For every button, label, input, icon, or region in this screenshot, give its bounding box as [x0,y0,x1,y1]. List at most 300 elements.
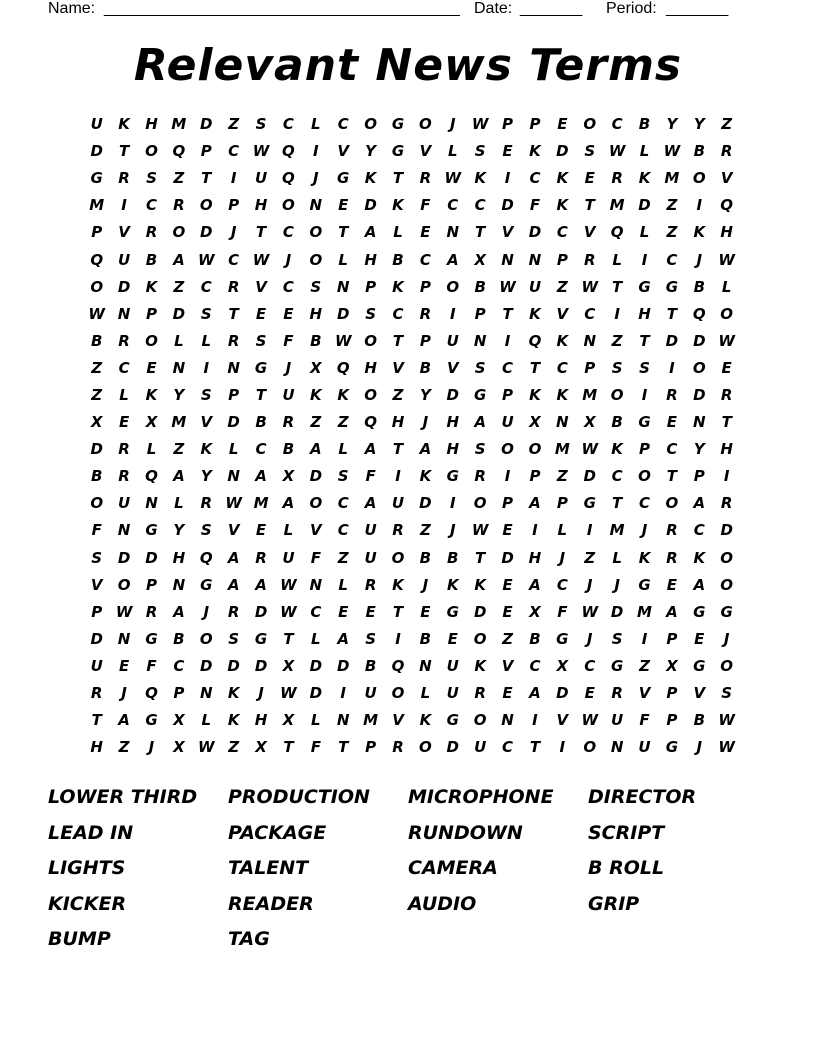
grid-letter[interactable]: Q [528,331,542,350]
grid-letter[interactable]: I [532,711,538,730]
grid-letter[interactable]: V [419,142,432,161]
grid-letter[interactable]: P [173,684,185,703]
grid-letter[interactable]: L [146,440,157,459]
grid-letter[interactable]: G [720,602,733,621]
grid-letter[interactable]: G [665,277,679,296]
grid-letter[interactable]: C [118,358,130,377]
grid-letter[interactable]: Y [666,115,678,134]
grid-letter[interactable]: R [282,413,295,432]
grid-letter[interactable]: R [666,385,678,404]
grid-letter[interactable]: R [227,277,240,296]
grid-letter[interactable]: E [283,304,294,323]
grid-letter[interactable]: O [391,684,405,703]
grid-letter[interactable]: N [528,250,542,269]
grid-letter[interactable]: O [309,250,323,269]
grid-letter[interactable]: T [721,413,732,432]
grid-letter[interactable]: C [611,115,623,134]
grid-letter[interactable]: H [309,304,323,323]
grid-letter[interactable]: G [145,521,158,540]
grid-letter[interactable]: V [556,304,569,323]
grid-letter[interactable]: C [556,223,568,242]
grid-letter[interactable]: D [309,684,323,703]
grid-letter[interactable]: O [199,196,213,215]
grid-letter[interactable]: M [637,602,652,621]
grid-letter[interactable]: S [639,358,650,377]
grid-letter[interactable]: A [529,575,541,594]
grid-letter[interactable]: X [90,413,103,432]
grid-letter[interactable]: N [419,656,432,675]
grid-letter[interactable]: T [338,738,349,757]
grid-letter[interactable]: O [720,656,734,675]
grid-letter[interactable]: O [364,331,377,350]
grid-letter[interactable]: T [475,223,486,242]
grid-letter[interactable]: D [254,656,268,675]
grid-letter[interactable]: O [501,440,514,459]
grid-letter[interactable]: C [584,304,596,323]
grid-letter[interactable]: O [665,494,679,513]
grid-letter[interactable]: K [227,711,240,730]
grid-letter[interactable]: N [336,711,350,730]
grid-letter[interactable]: J [230,223,237,242]
grid-letter[interactable]: O [720,575,734,594]
grid-letter[interactable]: O [391,548,405,567]
grid-letter[interactable]: U [282,548,295,567]
grid-letter[interactable]: K [145,385,158,404]
grid-letter[interactable]: K [529,142,541,161]
grid-letter[interactable]: X [173,711,185,730]
grid-letter[interactable]: Z [228,115,240,134]
grid-letter[interactable]: Z [666,196,678,215]
grid-letter[interactable]: S [146,169,157,188]
grid-letter[interactable]: G [638,277,651,296]
grid-letter[interactable]: N [309,575,323,594]
grid-letter[interactable]: R [611,684,623,703]
grid-letter[interactable]: I [504,169,511,188]
grid-letter[interactable]: V [227,521,240,540]
grid-letter[interactable]: Q [391,656,405,675]
grid-letter[interactable]: T [228,304,239,323]
grid-letter[interactable]: O [145,331,158,350]
grid-letter[interactable]: C [556,358,568,377]
grid-letter[interactable]: I [504,331,511,350]
grid-letter[interactable]: N [199,684,213,703]
grid-letter[interactable]: Q [692,304,706,323]
grid-letter[interactable]: N [117,304,131,323]
grid-letter[interactable]: W [225,494,242,513]
grid-letter[interactable]: T [392,331,404,350]
grid-letter[interactable]: D [446,738,459,757]
grid-letter[interactable]: K [638,169,651,188]
grid-letter[interactable]: G [391,142,405,161]
grid-letter[interactable]: C [529,656,541,675]
grid-letter[interactable]: I [532,521,538,540]
grid-letter[interactable]: W [197,250,215,269]
grid-letter[interactable]: V [720,169,733,188]
grid-letter[interactable]: K [556,385,569,404]
grid-letter[interactable]: P [502,494,514,513]
grid-letter[interactable]: I [641,250,648,269]
grid-letter[interactable]: U [446,656,459,675]
grid-letter[interactable]: W [471,521,489,540]
grid-letter[interactable]: R [720,385,733,404]
grid-letter[interactable]: G [254,358,268,377]
grid-letter[interactable]: V [638,684,651,703]
grid-letter[interactable]: R [364,575,377,594]
grid-letter[interactable]: U [446,331,459,350]
grid-letter[interactable]: P [693,467,705,486]
grid-letter[interactable]: I [449,304,456,323]
grid-letter[interactable]: J [586,575,593,594]
grid-letter[interactable]: E [118,413,130,432]
grid-letter[interactable]: Z [556,467,568,486]
grid-letter[interactable]: S [474,358,486,377]
grid-letter[interactable]: F [529,196,541,215]
grid-letter[interactable]: N [473,331,487,350]
grid-letter[interactable]: J [285,250,292,269]
grid-letter[interactable]: P [474,304,486,323]
grid-letter[interactable]: W [581,277,598,296]
grid-letter[interactable]: C [502,738,514,757]
grid-letter[interactable]: E [666,413,678,432]
grid-letter[interactable]: D [528,223,542,242]
grid-letter[interactable]: C [310,602,322,621]
grid-letter[interactable]: N [556,413,569,432]
grid-letter[interactable]: L [338,575,348,594]
grid-letter[interactable]: X [583,413,596,432]
grid-letter[interactable]: P [502,115,514,134]
grid-letter[interactable]: W [115,602,133,621]
grid-letter[interactable]: A [529,684,541,703]
grid-letter[interactable]: U [364,521,377,540]
grid-letter[interactable]: G [583,494,596,513]
grid-letter[interactable]: A [529,494,541,513]
grid-letter[interactable]: N [583,331,596,350]
grid-letter[interactable]: O [117,575,131,594]
grid-letter[interactable]: J [422,575,429,594]
grid-letter[interactable]: K [227,684,240,703]
grid-letter[interactable]: W [471,115,489,134]
grid-letter[interactable]: P [228,196,240,215]
grid-letter[interactable]: P [502,385,514,404]
grid-letter[interactable]: E [146,358,157,377]
grid-letter[interactable]: D [638,196,651,215]
grid-letter[interactable]: A [693,575,706,594]
grid-letter[interactable]: Y [419,385,431,404]
grid-letter[interactable]: E [502,602,513,621]
grid-letter[interactable]: T [612,277,623,296]
grid-letter[interactable]: W [663,142,681,161]
grid-letter[interactable]: C [392,304,404,323]
grid-letter[interactable]: C [337,494,349,513]
grid-letter[interactable]: D [145,548,158,567]
grid-letter[interactable]: L [420,684,431,703]
grid-letter[interactable]: B [447,548,459,567]
grid-letter[interactable]: R [419,304,432,323]
grid-letter[interactable]: O [610,385,624,404]
grid-letter[interactable]: U [391,494,405,513]
grid-letter[interactable]: V [118,223,130,242]
grid-letter[interactable]: O [473,629,487,648]
grid-letter[interactable]: A [118,711,130,730]
grid-letter[interactable]: V [446,358,459,377]
grid-letter[interactable]: P [529,115,541,134]
grid-letter[interactable]: V [501,223,514,242]
grid-letter[interactable]: Y [693,115,705,134]
grid-letter[interactable]: C [529,169,541,188]
grid-letter[interactable]: D [90,629,103,648]
grid-letter[interactable]: Z [556,277,568,296]
grid-letter[interactable]: E [557,115,568,134]
grid-letter[interactable]: H [145,115,158,134]
grid-letter[interactable]: N [309,196,323,215]
grid-letter[interactable]: E [502,521,513,540]
grid-letter[interactable]: C [282,115,294,134]
grid-letter[interactable]: T [392,169,404,188]
grid-letter[interactable]: R [474,684,486,703]
grid-letter[interactable]: A [173,250,185,269]
grid-letter[interactable]: R [474,467,486,486]
grid-letter[interactable]: D [90,142,103,161]
grid-letter[interactable]: P [666,711,678,730]
grid-letter[interactable]: E [721,358,732,377]
grid-letter[interactable]: P [556,494,568,513]
grid-letter[interactable]: N [501,711,514,730]
grid-letter[interactable]: T [475,548,486,567]
grid-letter[interactable]: B [474,277,486,296]
grid-letter[interactable]: V [693,684,706,703]
grid-letter[interactable]: L [119,385,129,404]
grid-letter[interactable]: A [364,223,377,242]
grid-letter[interactable]: X [474,250,486,269]
grid-letter[interactable]: I [559,738,566,757]
grid-letter[interactable]: D [610,602,624,621]
grid-letter[interactable]: G [145,711,158,730]
grid-letter[interactable]: H [254,711,268,730]
grid-letter[interactable]: U [90,115,103,134]
grid-letter[interactable]: C [666,440,678,459]
grid-letter[interactable]: A [419,440,432,459]
grid-letter[interactable]: J [641,521,648,540]
grid-letter[interactable]: A [446,250,459,269]
grid-letter[interactable]: J [586,629,593,648]
grid-letter[interactable]: B [419,548,432,567]
grid-letter[interactable]: P [666,629,678,648]
grid-letter[interactable]: S [255,331,267,350]
grid-letter[interactable]: G [638,575,651,594]
grid-letter[interactable]: O [282,196,295,215]
grid-letter[interactable]: C [255,440,267,459]
grid-letter[interactable]: X [529,413,541,432]
grid-letter[interactable]: M [171,413,187,432]
grid-letter[interactable]: C [502,358,514,377]
grid-letter[interactable]: J [614,575,620,594]
grid-letter[interactable]: Q [364,413,377,432]
grid-letter[interactable]: Z [337,413,349,432]
grid-letter[interactable]: K [392,575,404,594]
grid-letter[interactable]: L [311,115,321,134]
grid-letter[interactable]: U [90,656,103,675]
grid-letter[interactable]: S [228,629,240,648]
grid-letter[interactable]: U [254,169,268,188]
grid-letter[interactable]: Y [693,440,705,459]
grid-letter[interactable]: A [173,467,185,486]
grid-letter[interactable]: G [693,602,706,621]
grid-letter[interactable]: V [392,711,404,730]
grid-letter[interactable]: K [638,548,651,567]
grid-letter[interactable]: M [582,385,598,404]
grid-letter[interactable]: S [200,521,212,540]
grid-letter[interactable]: D [364,196,377,215]
grid-letter[interactable]: K [474,169,486,188]
grid-letter[interactable]: S [611,358,623,377]
grid-letter[interactable]: U [638,738,651,757]
grid-letter[interactable]: C [228,250,240,269]
grid-letter[interactable]: T [584,196,595,215]
grid-letter[interactable]: R [118,467,130,486]
grid-letter[interactable]: E [420,602,431,621]
grid-letter[interactable]: I [504,467,511,486]
grid-letter[interactable]: N [336,277,350,296]
grid-letter[interactable]: U [117,250,131,269]
grid-letter[interactable]: G [610,656,624,675]
grid-letter[interactable]: R [419,169,432,188]
grid-letter[interactable]: C [447,196,459,215]
grid-letter[interactable]: R [118,440,130,459]
grid-letter[interactable]: P [556,250,568,269]
grid-letter[interactable]: B [693,711,705,730]
grid-letter[interactable]: K [419,467,432,486]
grid-letter[interactable]: S [200,304,212,323]
grid-letter[interactable]: H [638,304,651,323]
grid-letter[interactable]: U [611,711,624,730]
grid-letter[interactable]: C [145,196,157,215]
grid-letter[interactable]: O [90,277,104,296]
grid-letter[interactable]: E [255,521,267,540]
grid-letter[interactable]: O [309,223,323,242]
grid-letter[interactable]: D [665,331,679,350]
grid-letter[interactable]: I [669,358,675,377]
grid-letter[interactable]: C [173,656,185,675]
grid-letter[interactable]: L [228,440,239,459]
grid-letter[interactable]: V [337,142,350,161]
grid-letter[interactable]: T [338,223,349,242]
grid-letter[interactable]: C [419,250,431,269]
grid-letter[interactable]: K [200,440,213,459]
grid-letter[interactable]: O [364,115,377,134]
grid-letter[interactable]: K [145,277,158,296]
grid-letter[interactable]: S [721,684,733,703]
grid-letter[interactable]: F [91,521,102,540]
grid-letter[interactable]: J [559,548,566,567]
grid-letter[interactable]: P [419,277,431,296]
grid-letter[interactable]: H [446,413,460,432]
grid-letter[interactable]: V [583,223,596,242]
grid-letter[interactable]: W [334,331,352,350]
grid-letter[interactable]: P [584,358,596,377]
grid-letter[interactable]: R [227,602,240,621]
grid-letter[interactable]: Y [173,385,185,404]
grid-letter[interactable]: W [718,738,735,757]
grid-letter[interactable]: R [90,684,103,703]
grid-letter[interactable]: W [581,440,598,459]
grid-letter[interactable]: D [227,656,240,675]
grid-letter[interactable]: O [199,629,213,648]
grid-letter[interactable]: P [666,684,678,703]
grid-letter[interactable]: Q [145,684,158,703]
grid-letter[interactable]: N [446,223,460,242]
grid-letter[interactable]: T [612,494,623,513]
grid-letter[interactable]: B [255,413,267,432]
grid-letter[interactable]: S [365,629,376,648]
grid-letter[interactable]: H [90,738,103,757]
grid-letter[interactable]: D [200,656,213,675]
grid-letter[interactable]: W [88,304,105,323]
grid-letter[interactable]: I [203,358,210,377]
grid-letter[interactable]: D [556,684,569,703]
grid-letter[interactable]: K [474,656,486,675]
grid-letter[interactable]: G [254,629,268,648]
grid-letter[interactable]: K [474,575,486,594]
grid-letter[interactable]: L [612,548,622,567]
grid-letter[interactable]: W [444,169,462,188]
grid-letter[interactable]: J [203,602,210,621]
grid-letter[interactable]: E [502,142,513,161]
grid-letter[interactable]: C [611,467,623,486]
grid-letter[interactable]: N [145,494,158,513]
grid-letter[interactable]: M [89,196,105,215]
grid-letter[interactable]: E [447,629,458,648]
grid-letter[interactable]: X [255,738,267,757]
grid-letter[interactable]: D [693,385,706,404]
grid-letter[interactable]: T [118,142,130,161]
grid-letter[interactable]: R [666,548,678,567]
grid-letter[interactable]: D [254,602,268,621]
grid-letter[interactable]: Z [584,548,596,567]
grid-letter[interactable]: I [121,196,127,215]
grid-letter[interactable]: B [419,358,432,377]
grid-letter[interactable]: G [200,575,213,594]
grid-letter[interactable]: C [282,223,294,242]
grid-letter[interactable]: G [337,169,350,188]
grid-letter[interactable]: C [282,277,294,296]
grid-letter[interactable]: A [227,548,240,567]
grid-letter[interactable]: B [282,440,295,459]
grid-letter[interactable]: R [200,494,213,513]
grid-letter[interactable]: N [227,467,240,486]
grid-letter[interactable]: Q [172,142,186,161]
grid-letter[interactable]: R [392,521,404,540]
grid-letter[interactable]: Z [173,169,185,188]
grid-letter[interactable]: H [528,548,542,567]
grid-letter[interactable]: L [311,711,321,730]
grid-letter[interactable]: G [446,602,459,621]
grid-letter[interactable]: M [253,494,269,513]
grid-letter[interactable]: P [200,142,212,161]
grid-letter[interactable]: Y [200,467,212,486]
grid-letter[interactable]: V [392,358,404,377]
grid-letter[interactable]: I [340,684,346,703]
grid-letter[interactable]: E [420,223,431,242]
grid-letter[interactable]: K [529,385,541,404]
grid-letter[interactable]: K [556,169,569,188]
grid-letter[interactable]: J [449,115,456,134]
grid-letter[interactable]: A [666,602,678,621]
grid-letter[interactable]: O [419,115,432,134]
grid-letter[interactable]: F [283,331,294,350]
grid-letter[interactable]: I [449,494,456,513]
grid-letter[interactable]: H [720,223,733,242]
grid-letter[interactable]: J [285,358,292,377]
